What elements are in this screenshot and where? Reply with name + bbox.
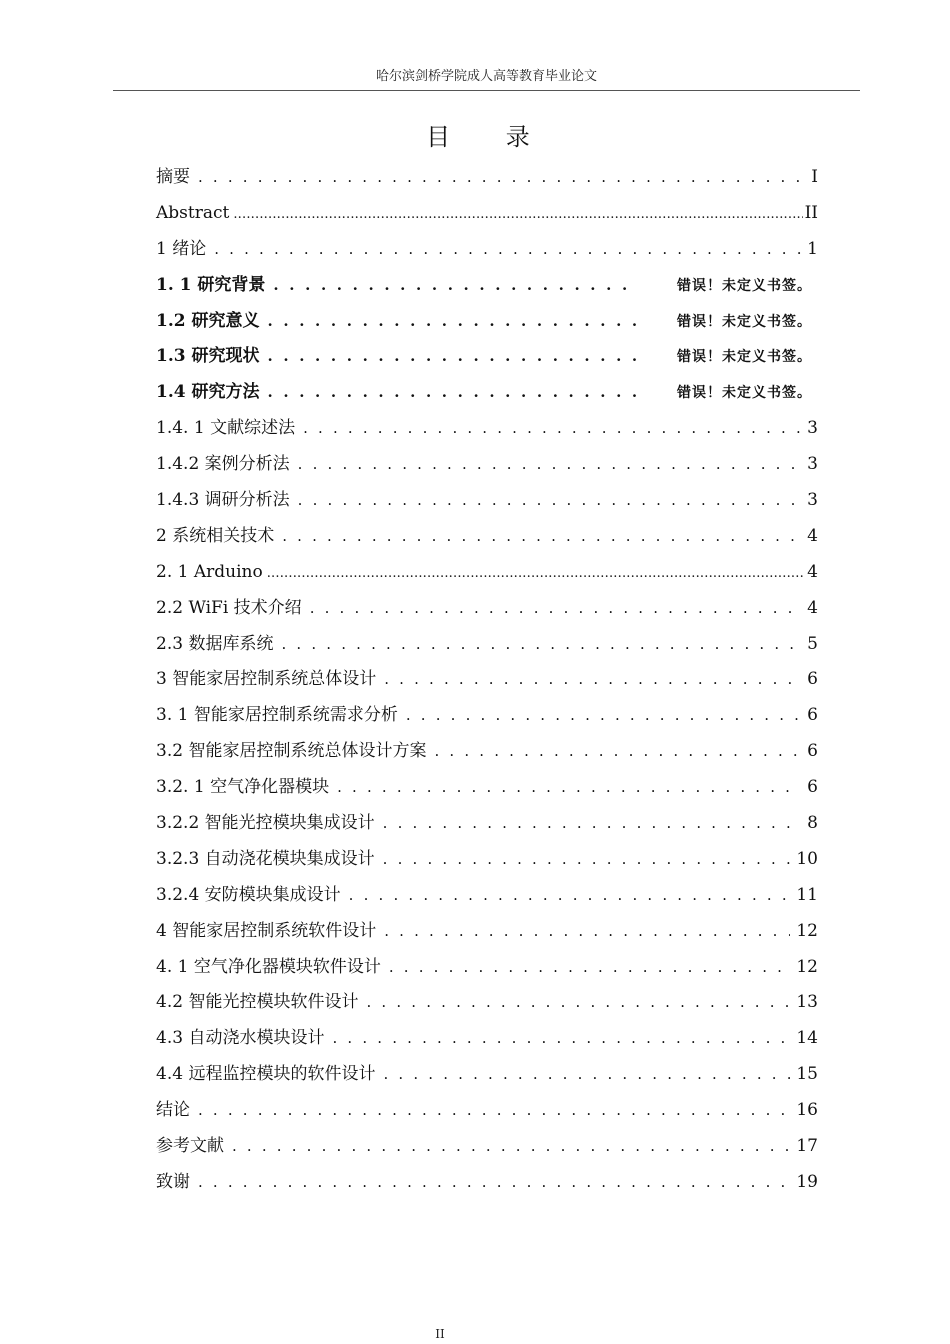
toc-entry-page: 5: [807, 633, 818, 654]
toc-entry[interactable]: [156, 627, 818, 663]
toc-entry-page: 6: [807, 741, 818, 762]
toc-leader-dots: [434, 734, 801, 770]
toc-entry[interactable]: [156, 1129, 818, 1165]
toc-entry[interactable]: [156, 698, 818, 734]
toc-entry[interactable]: [156, 232, 818, 268]
table-of-contents: [156, 160, 818, 1201]
toc-entry-page: 14: [796, 1028, 818, 1049]
toc-leader-dots: [383, 806, 802, 842]
toc-leader-dots: [298, 447, 802, 483]
toc-entry-page: 8: [807, 813, 818, 834]
toc-entry-page: 16: [796, 1100, 818, 1121]
toc-entry[interactable]: [156, 160, 818, 196]
toc-leader-dots: [198, 1093, 790, 1129]
toc-entry-label: 3 智能家居控制系统总体设计: [156, 669, 377, 690]
toc-entry[interactable]: [156, 339, 818, 375]
toc-entry[interactable]: [156, 591, 818, 627]
toc-entry-label: 1.4. 1 文献综述法: [156, 418, 296, 439]
toc-leader-dots: [406, 698, 801, 734]
toc-entry[interactable]: [156, 806, 818, 842]
toc-entry-page: 17: [796, 1136, 818, 1157]
toc-entry-page: 13: [796, 992, 818, 1013]
toc-entry-page: 4: [807, 525, 818, 546]
toc-title: 目 录: [426, 123, 554, 151]
toc-entry[interactable]: [156, 662, 818, 698]
toc-entry[interactable]: [156, 447, 818, 483]
toc-leader-dots: [389, 950, 791, 986]
toc-entry-page: 10: [796, 848, 818, 869]
toc-leader-dots: [383, 1057, 790, 1093]
toc-entry-label: 参考文献: [156, 1136, 224, 1157]
toc-leader-dots: [281, 627, 801, 663]
toc-leader-dots: [198, 1165, 790, 1201]
toc-leader-dots: [214, 232, 801, 268]
toc-leader-dots: [232, 1129, 790, 1165]
toc-entry-label: 4. 1 空气净化器模块软件设计: [156, 956, 381, 977]
toc-entry-label: 3.2. 1 空气净化器模块: [156, 777, 330, 798]
toc-entry-label: 结论: [156, 1100, 190, 1121]
toc-leader-dots: [337, 770, 801, 806]
toc-entry[interactable]: [156, 914, 818, 950]
toc-entry[interactable]: [156, 268, 818, 304]
toc-entry-label: Abstract: [156, 202, 230, 223]
toc-leader-dots: [267, 556, 805, 592]
toc-entry[interactable]: [156, 950, 818, 986]
toc-entry-page: 错误！未定义书签。: [677, 277, 812, 294]
toc-leader-dots: [198, 160, 805, 196]
toc-entry-page: 3: [807, 490, 818, 511]
toc-entry-page: 19: [796, 1171, 818, 1192]
toc-entry-page: I: [811, 167, 818, 187]
toc-entry[interactable]: [156, 304, 818, 340]
toc-entry-label: 1.2 研究意义: [156, 310, 260, 331]
toc-entry-label: 1.4.3 调研分析法: [156, 490, 290, 511]
toc-entry[interactable]: [156, 770, 818, 806]
toc-entry[interactable]: [156, 519, 818, 555]
toc-entry-page: 4: [807, 561, 818, 582]
toc-entry-page: 12: [796, 920, 818, 941]
toc-entry-label: 1.4.2 案例分析法: [156, 454, 290, 475]
toc-leader-dots: [384, 662, 801, 698]
toc-leader-dots: [268, 304, 639, 340]
toc-entry-page: 6: [807, 777, 818, 798]
toc-entry[interactable]: [156, 1165, 818, 1201]
toc-entry-page: 3: [807, 454, 818, 475]
page-number: II: [435, 1327, 445, 1341]
toc-leader-dots: [349, 878, 791, 914]
toc-leader-dots: [332, 1021, 790, 1057]
toc-entry-label: 1. 1 研究背景: [156, 274, 266, 295]
toc-entry-label: 2.3 数据库系统: [156, 633, 274, 654]
toc-entry-page: II: [804, 202, 818, 223]
toc-entry-label: 4.2 智能光控模块软件设计: [156, 992, 359, 1013]
toc-entry[interactable]: [156, 1093, 818, 1129]
toc-leader-dots: [268, 339, 639, 375]
toc-entry-page: 6: [807, 705, 818, 726]
toc-entry-label: 3. 1 智能家居控制系统需求分析: [156, 705, 398, 726]
toc-entry[interactable]: [156, 411, 818, 447]
toc-entry[interactable]: [156, 375, 818, 411]
toc-leader-dots: [282, 519, 801, 555]
toc-leader-dots: [384, 914, 790, 950]
toc-entry-page: 12: [796, 956, 818, 977]
toc-entry[interactable]: [156, 985, 818, 1021]
toc-entry-page: 1: [807, 238, 818, 259]
toc-entry[interactable]: [156, 196, 818, 232]
toc-entry-label: 3.2.4 安防模块集成设计: [156, 884, 341, 905]
toc-leader-dots: [383, 842, 791, 878]
toc-entry[interactable]: [156, 555, 818, 591]
toc-entry-label: 2 系统相关技术: [156, 525, 275, 546]
toc-entry-label: 1.3 研究现状: [156, 346, 260, 367]
toc-entry[interactable]: [156, 842, 818, 878]
toc-leader-dots: [366, 985, 790, 1021]
toc-entry-label: 1 绪论: [156, 238, 207, 259]
toc-entry-label: 4.4 远程监控模块的软件设计: [156, 1064, 376, 1085]
toc-entry[interactable]: [156, 878, 818, 914]
toc-leader-dots: [273, 268, 638, 304]
toc-leader-dots: [298, 483, 802, 519]
toc-entry[interactable]: [156, 1057, 818, 1093]
toc-entry-label: 2. 1 Arduino: [156, 561, 263, 582]
toc-entry-label: 3.2.2 智能光控模块集成设计: [156, 813, 375, 834]
toc-leader-dots: [268, 375, 639, 411]
toc-entry-label: 4.3 自动浇水模块设计: [156, 1028, 325, 1049]
toc-entry[interactable]: [156, 483, 818, 519]
toc-entry-page: 错误！未定义书签。: [677, 349, 812, 366]
toc-leader-dots: [310, 591, 801, 627]
toc-entry-page: 错误！未定义书签。: [677, 385, 812, 402]
toc-entry-page: 错误！未定义书签。: [677, 313, 812, 330]
toc-entry-label: 致谢: [156, 1171, 190, 1192]
toc-entry[interactable]: [156, 734, 818, 770]
toc-entry-label: 摘要: [156, 167, 190, 187]
running-header: 哈尔滨剑桥学院成人高等教育毕业论文: [113, 68, 860, 91]
toc-leader-dots: [233, 197, 802, 233]
toc-leader-dots: [303, 411, 801, 447]
toc-entry-label: 1.4 研究方法: [156, 382, 260, 403]
toc-entry-label: 2.2 WiFi 技术介绍: [156, 597, 302, 618]
toc-entry[interactable]: [156, 1021, 818, 1057]
toc-entry-label: 3.2.3 自动浇花模块集成设计: [156, 848, 375, 869]
toc-entry-page: 11: [796, 884, 818, 905]
toc-entry-label: 3.2 智能家居控制系统总体设计方案: [156, 741, 427, 762]
toc-entry-page: 6: [807, 669, 818, 690]
toc-entry-page: 15: [796, 1064, 818, 1085]
toc-entry-label: 4 智能家居控制系统软件设计: [156, 920, 377, 941]
toc-entry-page: 3: [807, 418, 818, 439]
toc-entry-page: 4: [807, 597, 818, 618]
